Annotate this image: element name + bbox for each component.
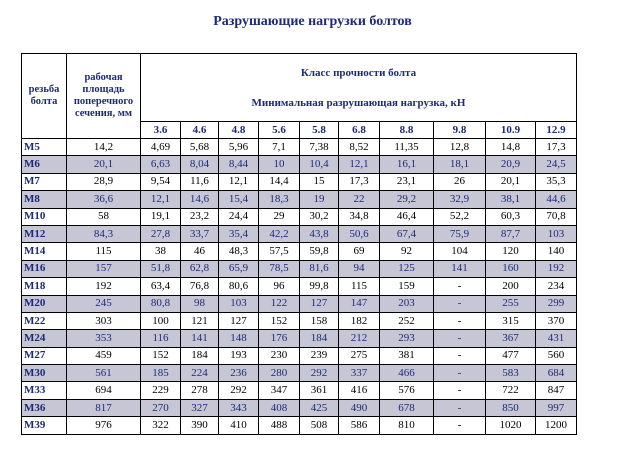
load-cell: 203 bbox=[380, 295, 434, 312]
load-cell: 23,1 bbox=[380, 173, 434, 190]
load-cell: 60,3 bbox=[486, 208, 536, 225]
load-cell: 184 bbox=[300, 330, 339, 347]
load-cell: 583 bbox=[486, 365, 536, 382]
load-cell: 370 bbox=[536, 312, 577, 329]
load-cell: 182 bbox=[339, 312, 380, 329]
load-cell: 57,5 bbox=[259, 243, 300, 260]
load-cell: 293 bbox=[380, 330, 434, 347]
area-cell: 157 bbox=[67, 260, 141, 277]
load-cell: - bbox=[434, 278, 486, 295]
load-cell: 103 bbox=[536, 225, 577, 242]
load-cell: 92 bbox=[380, 243, 434, 260]
load-cell: 4,69 bbox=[141, 139, 181, 156]
area-cell: 459 bbox=[67, 347, 141, 364]
page-title: Разрушающие нагрузки болтов bbox=[213, 14, 412, 29]
area-cell: 694 bbox=[67, 382, 141, 399]
bolt-load-table bbox=[21, 53, 577, 435]
area-cell: 245 bbox=[67, 295, 141, 312]
load-cell: 52,2 bbox=[434, 208, 486, 225]
area-column-header: рабочая площадь поперечного сечения, мм bbox=[67, 54, 141, 139]
load-cell: - bbox=[434, 382, 486, 399]
area-cell: 817 bbox=[67, 399, 141, 416]
load-cell: 100 bbox=[141, 312, 181, 329]
load-cell: 24,4 bbox=[219, 208, 259, 225]
load-cell: 224 bbox=[181, 365, 219, 382]
load-cell: 678 bbox=[380, 399, 434, 416]
strength-class-header bbox=[141, 54, 577, 122]
load-cell: 141 bbox=[434, 260, 486, 277]
thread-cell: M18 bbox=[22, 278, 67, 295]
load-cell: 32,9 bbox=[434, 191, 486, 208]
load-cell: - bbox=[434, 295, 486, 312]
load-cell: 46,4 bbox=[380, 208, 434, 225]
load-cell: 11,35 bbox=[380, 139, 434, 156]
load-cell: 48,3 bbox=[219, 243, 259, 260]
table-row bbox=[22, 312, 577, 329]
grade-header: 4.6 bbox=[181, 122, 219, 139]
load-cell: 35,4 bbox=[219, 225, 259, 242]
thread-cell: M12 bbox=[22, 225, 67, 242]
load-cell: 299 bbox=[536, 295, 577, 312]
grade-header: 4.8 bbox=[219, 122, 259, 139]
load-cell: 20,9 bbox=[486, 156, 536, 173]
load-cell: 10 bbox=[259, 156, 300, 173]
thread-cell: M30 bbox=[22, 365, 67, 382]
load-cell: 361 bbox=[300, 382, 339, 399]
grade-header: 10.9 bbox=[486, 122, 536, 139]
load-cell: 425 bbox=[300, 399, 339, 416]
thread-cell: M14 bbox=[22, 243, 67, 260]
load-cell: 16,1 bbox=[380, 156, 434, 173]
load-cell: - bbox=[434, 417, 486, 434]
load-cell: 59,8 bbox=[300, 243, 339, 260]
load-cell: 103 bbox=[219, 295, 259, 312]
table-row bbox=[22, 330, 577, 347]
load-cell: 70,8 bbox=[536, 208, 577, 225]
load-cell: 315 bbox=[486, 312, 536, 329]
load-cell: 42,2 bbox=[259, 225, 300, 242]
load-cell: 200 bbox=[486, 278, 536, 295]
area-cell: 14,2 bbox=[67, 139, 141, 156]
load-cell: 152 bbox=[141, 347, 181, 364]
thread-cell: M5 bbox=[22, 139, 67, 156]
thread-cell: M24 bbox=[22, 330, 67, 347]
load-cell: 51,8 bbox=[141, 260, 181, 277]
thread-cell: M6 bbox=[22, 156, 67, 173]
load-cell: 997 bbox=[536, 399, 577, 416]
load-cell: 29,2 bbox=[380, 191, 434, 208]
load-cell: 810 bbox=[380, 417, 434, 434]
load-cell: 94 bbox=[339, 260, 380, 277]
grade-header: 5.6 bbox=[259, 122, 300, 139]
load-cell: 19 bbox=[300, 191, 339, 208]
load-cell: 255 bbox=[486, 295, 536, 312]
load-cell: 5,96 bbox=[219, 139, 259, 156]
load-cell: 327 bbox=[181, 399, 219, 416]
load-cell: 122 bbox=[259, 295, 300, 312]
load-cell: 477 bbox=[486, 347, 536, 364]
load-cell: 850 bbox=[486, 399, 536, 416]
load-cell: 239 bbox=[300, 347, 339, 364]
load-cell: 63,4 bbox=[141, 278, 181, 295]
thread-cell: M10 bbox=[22, 208, 67, 225]
load-cell: 1020 bbox=[486, 417, 536, 434]
load-cell: 125 bbox=[380, 260, 434, 277]
load-cell: 120 bbox=[486, 243, 536, 260]
thread-cell: M22 bbox=[22, 312, 67, 329]
load-cell: 76,8 bbox=[181, 278, 219, 295]
load-cell: 193 bbox=[219, 347, 259, 364]
load-cell: 322 bbox=[141, 417, 181, 434]
grade-header: 3.6 bbox=[141, 122, 181, 139]
load-cell: 159 bbox=[380, 278, 434, 295]
grade-header: 9.8 bbox=[434, 122, 486, 139]
load-cell: 416 bbox=[339, 382, 380, 399]
thread-cell: M39 bbox=[22, 417, 67, 434]
load-cell: - bbox=[434, 365, 486, 382]
thread-cell: M36 bbox=[22, 399, 67, 416]
area-cell: 303 bbox=[67, 312, 141, 329]
load-cell: 234 bbox=[536, 278, 577, 295]
area-cell: 192 bbox=[67, 278, 141, 295]
load-cell: 14,6 bbox=[181, 191, 219, 208]
load-cell: 292 bbox=[219, 382, 259, 399]
load-cell: 6,63 bbox=[141, 156, 181, 173]
load-cell: 75,9 bbox=[434, 225, 486, 242]
table-row bbox=[22, 208, 577, 225]
thread-cell: M7 bbox=[22, 173, 67, 190]
thread-cell: M33 bbox=[22, 382, 67, 399]
load-cell: 408 bbox=[259, 399, 300, 416]
load-cell: 67,4 bbox=[380, 225, 434, 242]
load-cell: 8,04 bbox=[181, 156, 219, 173]
area-cell: 58 bbox=[67, 208, 141, 225]
load-cell: 192 bbox=[536, 260, 577, 277]
load-cell: 27,8 bbox=[141, 225, 181, 242]
area-cell: 976 bbox=[67, 417, 141, 434]
load-cell: 65,9 bbox=[219, 260, 259, 277]
load-cell: 81,6 bbox=[300, 260, 339, 277]
load-cell: 390 bbox=[181, 417, 219, 434]
table-row bbox=[22, 156, 577, 173]
area-cell: 115 bbox=[67, 243, 141, 260]
load-cell: 12,1 bbox=[219, 173, 259, 190]
load-cell: 252 bbox=[380, 312, 434, 329]
load-cell: 410 bbox=[219, 417, 259, 434]
load-cell: 116 bbox=[141, 330, 181, 347]
load-cell: 14,8 bbox=[486, 139, 536, 156]
thread-cell: M8 bbox=[22, 191, 67, 208]
load-cell: 280 bbox=[259, 365, 300, 382]
load-cell: 337 bbox=[339, 365, 380, 382]
load-cell: 275 bbox=[339, 347, 380, 364]
load-cell: 43,8 bbox=[300, 225, 339, 242]
load-cell: 141 bbox=[181, 330, 219, 347]
table-row bbox=[22, 260, 577, 277]
load-cell: 343 bbox=[219, 399, 259, 416]
table-row bbox=[22, 278, 577, 295]
table-row bbox=[22, 295, 577, 312]
load-cell: 26 bbox=[434, 173, 486, 190]
thread-column-header: резьба болта bbox=[22, 54, 67, 139]
table-row bbox=[22, 243, 577, 260]
load-cell: 87,7 bbox=[486, 225, 536, 242]
grade-header: 5.8 bbox=[300, 122, 339, 139]
load-cell: 185 bbox=[141, 365, 181, 382]
load-cell: 847 bbox=[536, 382, 577, 399]
load-cell: 78,5 bbox=[259, 260, 300, 277]
thread-cell: M20 bbox=[22, 295, 67, 312]
load-cell: 15,4 bbox=[219, 191, 259, 208]
load-cell: 270 bbox=[141, 399, 181, 416]
load-cell: 14,4 bbox=[259, 173, 300, 190]
grade-header: 8.8 bbox=[380, 122, 434, 139]
load-cell: 11,6 bbox=[181, 173, 219, 190]
load-cell: 684 bbox=[536, 365, 577, 382]
table-row bbox=[22, 173, 577, 190]
load-cell: - bbox=[434, 330, 486, 347]
table-row bbox=[22, 382, 577, 399]
load-cell: 8,44 bbox=[219, 156, 259, 173]
grade-header: 12.9 bbox=[536, 122, 577, 139]
load-cell: 147 bbox=[339, 295, 380, 312]
table-row bbox=[22, 417, 577, 434]
load-cell: 466 bbox=[380, 365, 434, 382]
load-cell: 33,7 bbox=[181, 225, 219, 242]
load-cell: 229 bbox=[141, 382, 181, 399]
load-cell: 18,3 bbox=[259, 191, 300, 208]
load-cell: 115 bbox=[339, 278, 380, 295]
load-cell: 24,5 bbox=[536, 156, 577, 173]
load-cell: 96 bbox=[259, 278, 300, 295]
load-cell: 10,4 bbox=[300, 156, 339, 173]
load-cell: 127 bbox=[300, 295, 339, 312]
load-cell: 176 bbox=[259, 330, 300, 347]
load-cell: 23,2 bbox=[181, 208, 219, 225]
load-cell: 158 bbox=[300, 312, 339, 329]
load-cell: 184 bbox=[181, 347, 219, 364]
load-cell: 12,8 bbox=[434, 139, 486, 156]
load-cell: 17,3 bbox=[339, 173, 380, 190]
load-cell: 347 bbox=[259, 382, 300, 399]
load-cell: 152 bbox=[259, 312, 300, 329]
load-cell: - bbox=[434, 312, 486, 329]
load-cell: 17,3 bbox=[536, 139, 577, 156]
load-cell: 8,52 bbox=[339, 139, 380, 156]
table-row bbox=[22, 347, 577, 364]
load-cell: 38,1 bbox=[486, 191, 536, 208]
load-cell: 140 bbox=[536, 243, 577, 260]
table-row bbox=[22, 139, 577, 156]
load-cell: 490 bbox=[339, 399, 380, 416]
thread-cell: M16 bbox=[22, 260, 67, 277]
load-title: Минимальная разрушающая нагрузка, кН bbox=[251, 96, 466, 109]
class-title: Класс прочности болта bbox=[300, 66, 417, 79]
load-cell: 38 bbox=[141, 243, 181, 260]
load-cell: 15 bbox=[300, 173, 339, 190]
thread-cell: M27 bbox=[22, 347, 67, 364]
area-cell: 36,6 bbox=[67, 191, 141, 208]
load-cell: 5,68 bbox=[181, 139, 219, 156]
load-cell: 292 bbox=[300, 365, 339, 382]
area-cell: 84,3 bbox=[67, 225, 141, 242]
load-cell: - bbox=[434, 347, 486, 364]
load-cell: 50,6 bbox=[339, 225, 380, 242]
load-cell: 230 bbox=[259, 347, 300, 364]
load-cell: 148 bbox=[219, 330, 259, 347]
load-cell: 44,6 bbox=[536, 191, 577, 208]
load-cell: 12,1 bbox=[339, 156, 380, 173]
table-row bbox=[22, 365, 577, 382]
load-cell: 69 bbox=[339, 243, 380, 260]
load-cell: 431 bbox=[536, 330, 577, 347]
load-cell: 367 bbox=[486, 330, 536, 347]
load-cell: 80,6 bbox=[219, 278, 259, 295]
load-cell: 99,8 bbox=[300, 278, 339, 295]
load-cell: 22 bbox=[339, 191, 380, 208]
area-cell: 20,1 bbox=[67, 156, 141, 173]
load-cell: 576 bbox=[380, 382, 434, 399]
load-cell: 7,1 bbox=[259, 139, 300, 156]
load-cell: 35,3 bbox=[536, 173, 577, 190]
load-cell: 381 bbox=[380, 347, 434, 364]
load-cell: 160 bbox=[486, 260, 536, 277]
load-cell: 104 bbox=[434, 243, 486, 260]
load-cell: 62,8 bbox=[181, 260, 219, 277]
load-cell: 7,38 bbox=[300, 139, 339, 156]
load-cell: 560 bbox=[536, 347, 577, 364]
load-cell: 29 bbox=[259, 208, 300, 225]
load-cell: 488 bbox=[259, 417, 300, 434]
load-cell: 34,8 bbox=[339, 208, 380, 225]
load-cell: 127 bbox=[219, 312, 259, 329]
load-cell: 80,8 bbox=[141, 295, 181, 312]
load-cell: 12,1 bbox=[141, 191, 181, 208]
load-cell: 9,54 bbox=[141, 173, 181, 190]
load-cell: - bbox=[434, 399, 486, 416]
load-cell: 19,1 bbox=[141, 208, 181, 225]
table-row bbox=[22, 191, 577, 208]
load-cell: 508 bbox=[300, 417, 339, 434]
load-cell: 46 bbox=[181, 243, 219, 260]
load-cell: 18,1 bbox=[434, 156, 486, 173]
table-row bbox=[22, 399, 577, 416]
area-cell: 561 bbox=[67, 365, 141, 382]
load-cell: 20,1 bbox=[486, 173, 536, 190]
grade-header: 6.8 bbox=[339, 122, 380, 139]
load-cell: 236 bbox=[219, 365, 259, 382]
load-cell: 586 bbox=[339, 417, 380, 434]
load-cell: 1200 bbox=[536, 417, 577, 434]
load-cell: 722 bbox=[486, 382, 536, 399]
load-cell: 30,2 bbox=[300, 208, 339, 225]
load-cell: 212 bbox=[339, 330, 380, 347]
area-cell: 353 bbox=[67, 330, 141, 347]
load-cell: 98 bbox=[181, 295, 219, 312]
load-cell: 278 bbox=[181, 382, 219, 399]
area-cell: 28,9 bbox=[67, 173, 141, 190]
table-row bbox=[22, 225, 577, 242]
load-cell: 121 bbox=[181, 312, 219, 329]
